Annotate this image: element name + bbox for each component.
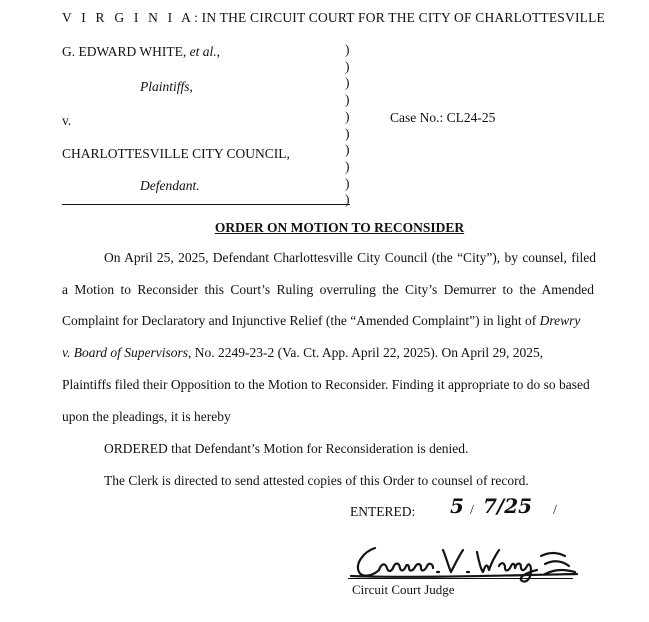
signature-line <box>348 578 573 579</box>
defendant-name: CHARLOTTESVILLE CITY COUNCIL, <box>62 146 290 161</box>
para1-line2 <box>62 282 594 298</box>
judge-title: Circuit Court Judge <box>352 582 455 597</box>
court-header-rest: : IN THE CIRCUIT COURT FOR THE CITY OF CHARLOTTESVILLE <box>194 10 605 25</box>
para1-line3 <box>62 313 596 329</box>
court-header-state: V I R G I N I A <box>62 10 195 25</box>
para1-line2-text: a Motion to Reconsider this Court’s Ruling overruling the City’s Demurrer to the Amended <box>62 282 594 297</box>
court-header <box>62 10 605 26</box>
defendant-role: Defendant. <box>140 178 200 193</box>
para1-line6: upon the pleadings, it is hereby <box>62 409 231 424</box>
entered-separator-1: / <box>470 503 474 518</box>
clerk-directive: The Clerk is directed to send attested copies of this Order to counsel of record. <box>104 473 529 488</box>
plaintiff-role: Plaintiffs, <box>140 79 193 94</box>
plaintiff-name <box>62 44 220 60</box>
versus-label: v. <box>62 113 72 128</box>
entered-separator-2: / <box>553 503 557 518</box>
plaintiff-etal-comma: , <box>216 44 220 59</box>
plaintiff-etal: et al. <box>189 44 217 59</box>
para1-line3-text: Complaint for Declaratory and Injunctive Relief (the “Amended Complaint”) in light of <box>62 313 540 328</box>
entered-day-year: 7/25 <box>483 494 533 518</box>
caption-underline <box>62 204 350 205</box>
para1-line5: Plaintiffs filed their Opposition to the Motion to Reconsider. Finding it appropriate to do so based <box>62 377 590 392</box>
caption-parentheses: ) ) ) ) ) ) ) ) ) ) <box>345 42 350 208</box>
para1-line1-text: On April 25, 2025, Defendant Charlottesville City Council (the “City”), by counsel, filed <box>104 250 596 265</box>
para1-line4 <box>62 345 543 361</box>
case-citation-board: v. Board of Supervisors <box>62 345 188 360</box>
case-citation-drewry: Drewry <box>539 313 581 328</box>
entered-label: ENTERED: <box>350 504 416 519</box>
case-number: Case No.: CL24-25 <box>390 110 496 125</box>
para1-line1 <box>104 250 596 266</box>
order-title: ORDER ON MOTION TO RECONSIDER <box>214 220 465 235</box>
entered-month: 5 <box>450 494 464 518</box>
ordered-clause: ORDERED that Defendant’s Motion for Reconsideration is denied. <box>104 441 469 456</box>
plaintiff-name-text: G. EDWARD WHITE, <box>62 44 190 59</box>
para1-line4-text: , No. 2249-23-2 (Va. Ct. App. April 22, 2025). On April 29, 2025, <box>188 345 544 360</box>
